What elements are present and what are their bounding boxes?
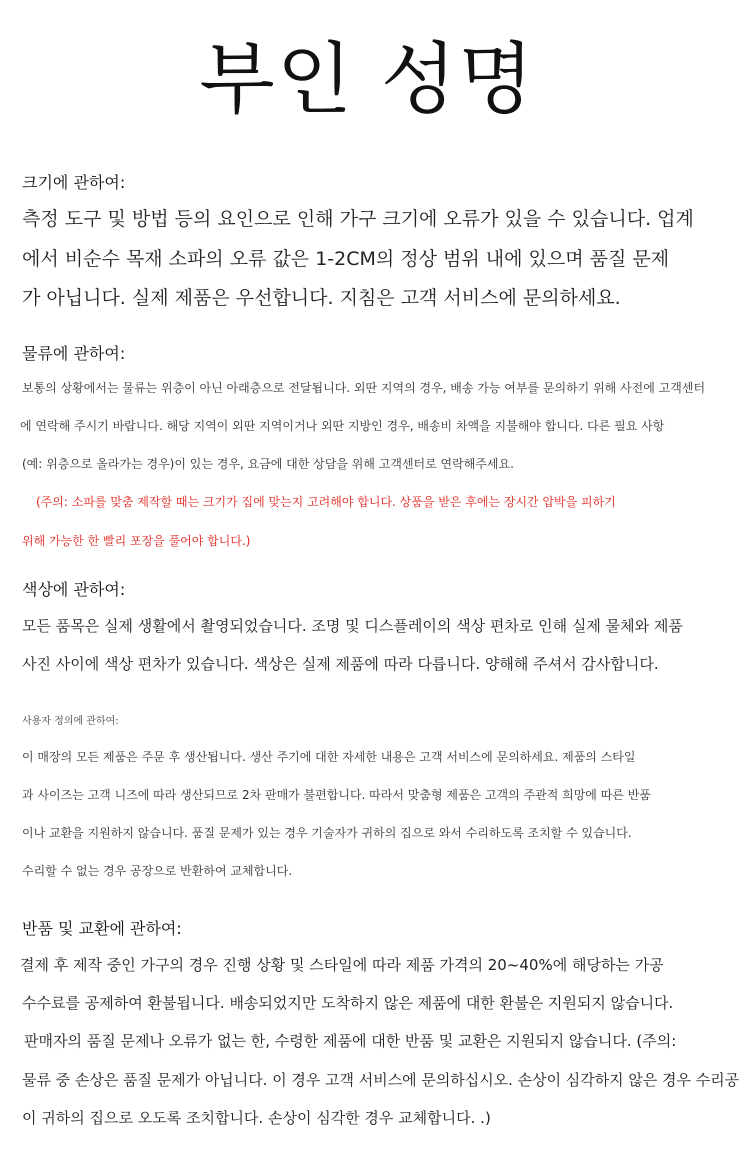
returns-line-4: 물류 중 손상은 품질 문제가 아닙니다. 이 경우 고객 서비스에 문의하십시오. 손상이 심각하지 않은 경우 수리공	[22, 1071, 740, 1089]
logistics-note-line-1: (주의: 소파를 맞춤 제작할 때는 크기가 집에 맞는지 고려해야 합니다. 상품을 받은 후에는 장시간 압박을 피하기	[36, 495, 616, 509]
custom-line-1: 이 매장의 모든 제품은 주문 후 생산됩니다. 생산 주기에 대한 자세한 내용은 고객 서비스에 문의하세요. 제품의 스타일	[22, 750, 636, 764]
returns-heading: 반품 및 교환에 관하여:	[22, 919, 182, 938]
size-heading: 크기에 관하여:	[22, 173, 126, 192]
logistics-heading: 물류에 관하여:	[22, 344, 126, 363]
size-line-3: 가 아닙니다. 실제 제품은 우선합니다. 지침은 고객 서비스에 문의하세요.	[22, 287, 621, 309]
page-title: 부인 성명	[199, 35, 536, 125]
size-line-2: 에서 비순수 목재 소파의 오류 값은 1-2CM의 정상 범위 내에 있으며 품질 문제	[22, 248, 670, 270]
custom-line-3: 이나 교환을 지원하지 않습니다. 품질 문제가 있는 경우 기술자가 귀하의 집으로 와서 수리하도록 조치할 수 있습니다.	[22, 826, 632, 840]
color-heading: 색상에 관하여:	[22, 580, 126, 599]
logistics-note-line-2: 위해 가능한 한 빨리 포장을 풀어야 합니다.)	[22, 534, 251, 548]
logistics-line-1: 보통의 상황에서는 물류는 위층이 아닌 아래층으로 전달됩니다. 외딴 지역의 경우, 배송 가능 여부를 문의하기 위해 사전에 고객센터	[22, 381, 706, 395]
custom-line-4: 수리할 수 없는 경우 공장으로 반환하여 교체합니다.	[22, 864, 293, 878]
color-line-1: 모든 품목은 실제 생활에서 촬영되었습니다. 조명 및 디스플레이의 색상 편차로 인해 실제 물체와 제품	[22, 617, 683, 635]
color-line-2: 사진 사이에 색상 편차가 있습니다. 색상은 실제 제품에 따라 다릅니다. 양해해 주셔서 감사합니다.	[22, 655, 659, 673]
size-line-1: 측정 도구 및 방법 등의 요인으로 인해 가구 크기에 오류가 있을 수 있습니다. 업계	[22, 208, 694, 230]
returns-line-3: 판매자의 품질 문제나 오류가 없는 한, 수령한 제품에 대한 반품 및 교환은 지원되지 않습니다. (주의:	[24, 1032, 677, 1050]
logistics-line-3: (예: 위층으로 올라가는 경우)이 있는 경우, 요금에 대한 상담을 위해 고객센터로 연락해주세요.	[22, 457, 514, 471]
returns-line-2: 수수료를 공제하여 환불됩니다. 배송되었지만 도착하지 않은 제품에 대한 환불은 지원되지 않습니다.	[22, 994, 674, 1012]
returns-line-5: 이 귀하의 집으로 오도록 조치합니다. 손상이 심각한 경우 교체합니다. .)	[22, 1109, 491, 1127]
custom-heading: 사용자 정의에 관하여:	[22, 716, 119, 727]
returns-line-1: 결제 후 제작 중인 가구의 경우 진행 상황 및 스타일에 따라 제품 가격의 20~40%에 해당하는 가공	[20, 956, 664, 974]
logistics-line-2: 에 연락해 주시기 바랍니다. 해당 지역이 외딴 지역이거나 외딴 지방인 경우, 배송비 차액을 지불해야 합니다. 다른 필요 사항	[20, 419, 665, 433]
custom-line-2: 과 사이즈는 고객 니즈에 따라 생산되므로 2차 판매가 불편합니다. 따라서 맞춤형 제품은 고객의 주관적 희망에 따른 반품	[22, 788, 651, 802]
